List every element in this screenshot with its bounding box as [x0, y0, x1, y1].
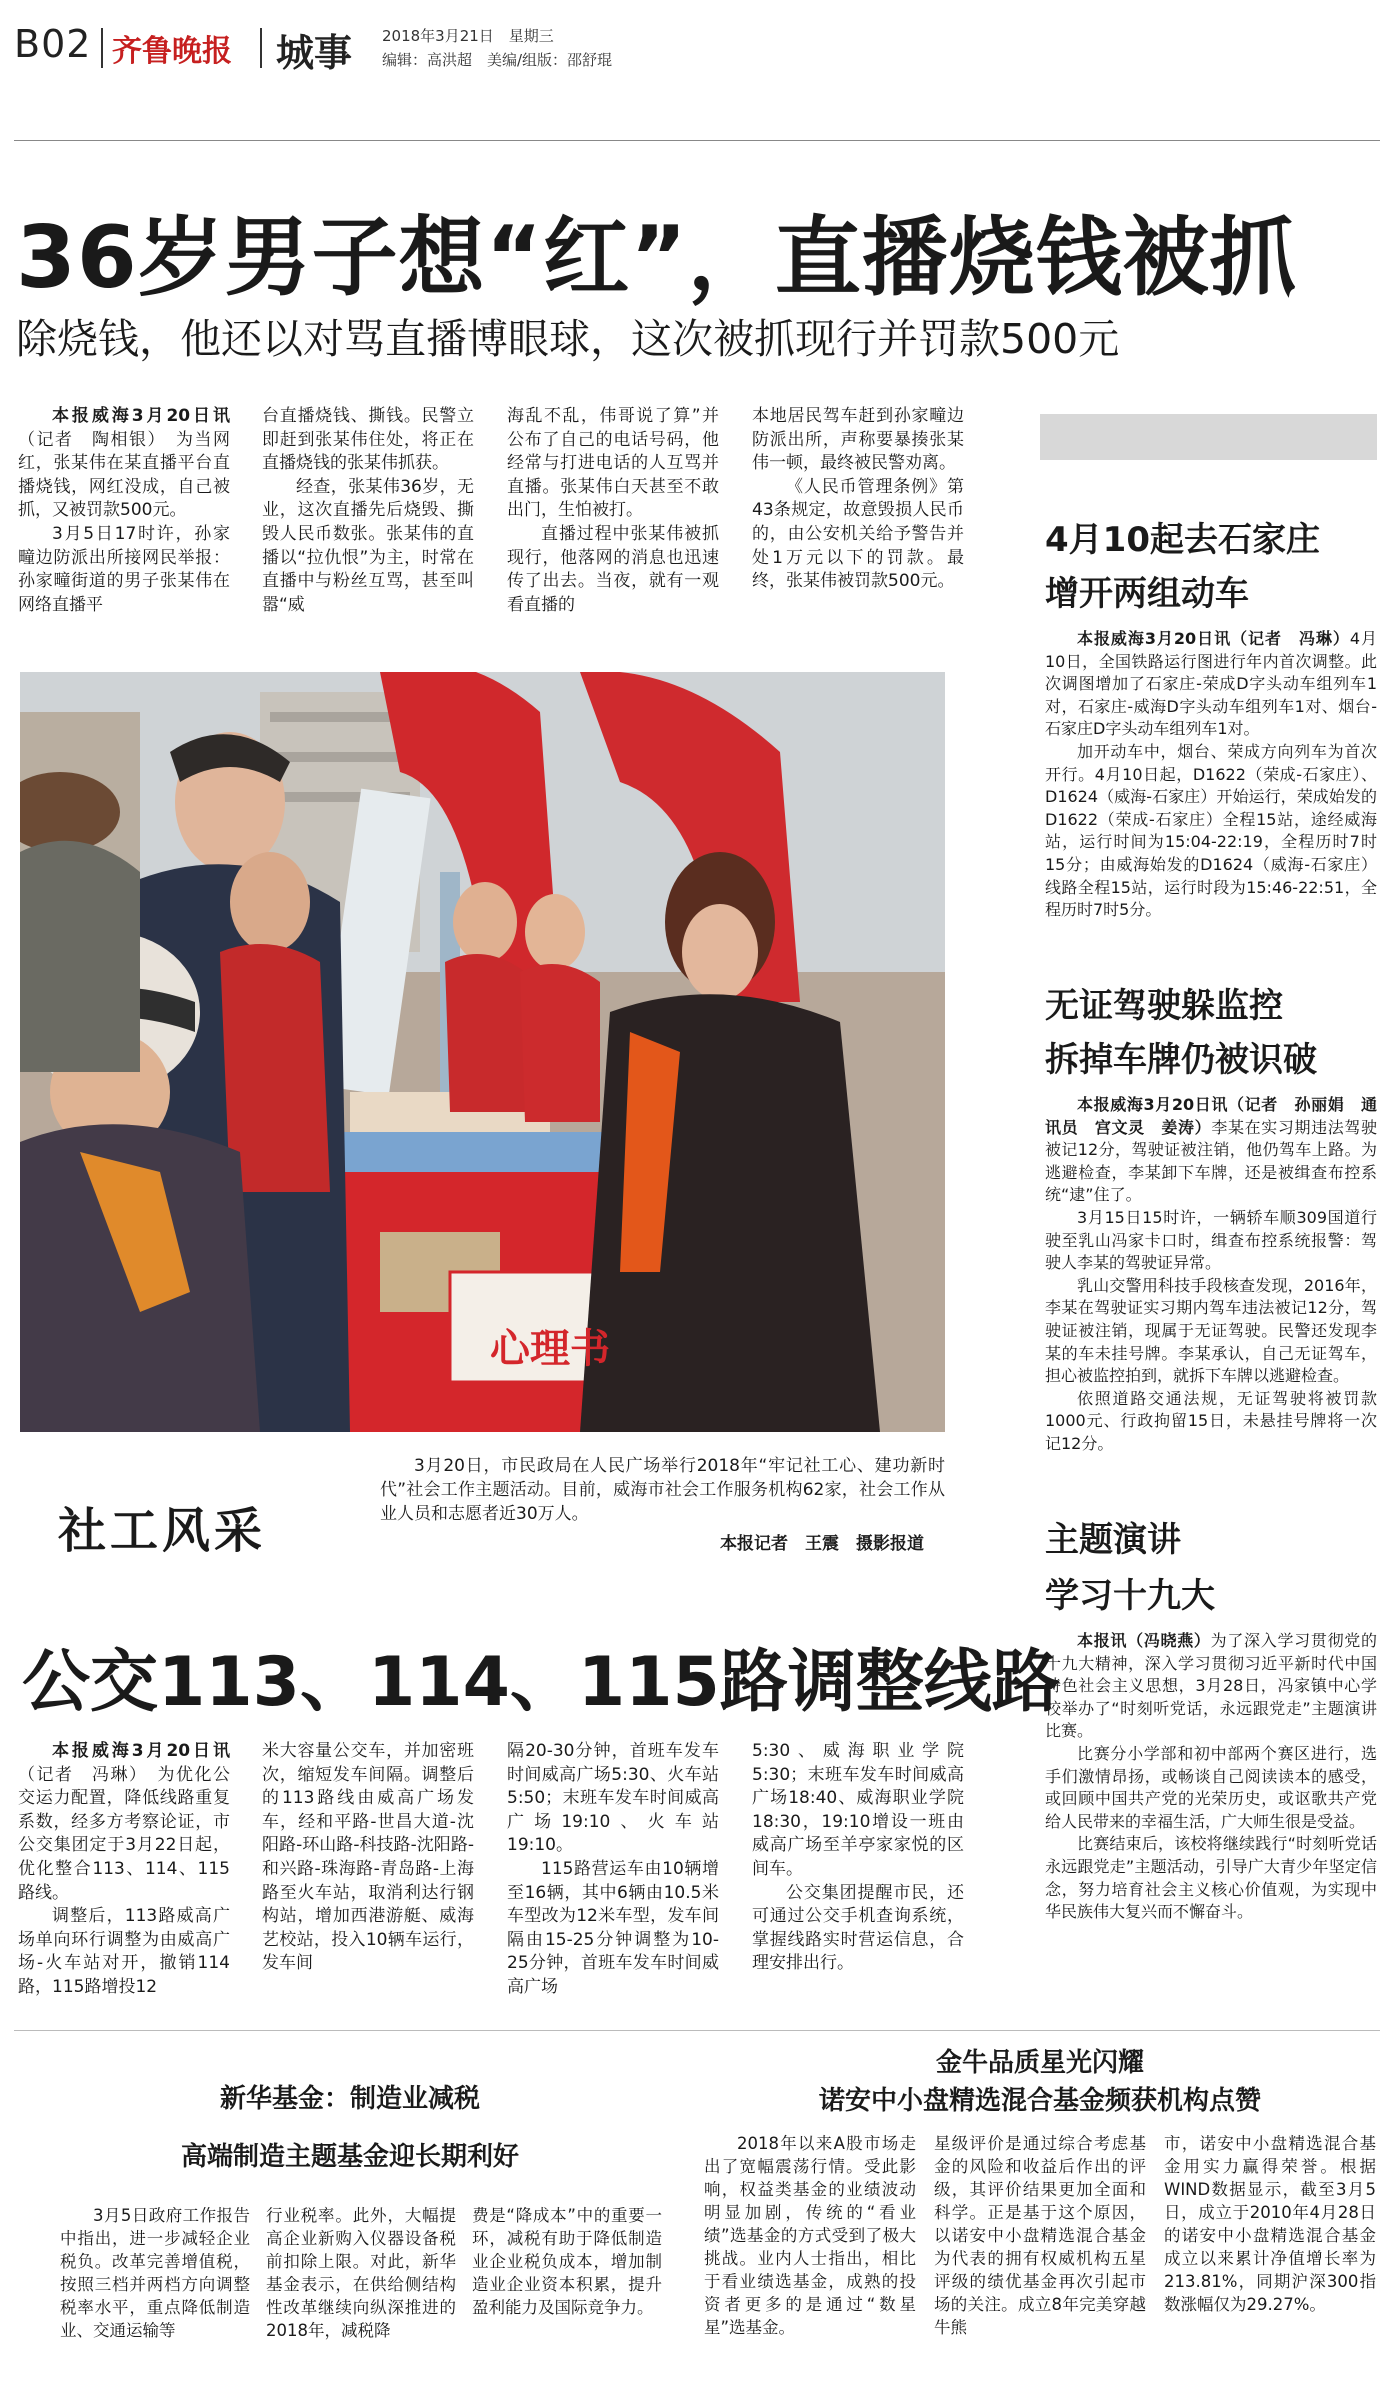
paragraph: 依照道路交通法规，无证驾驶将被罚款1000元、行政拘留15日，未悬挂号牌将一次记12分。 — [1045, 1388, 1377, 1453]
event-photo — [20, 672, 945, 1432]
bus-story-column-3 — [507, 1740, 719, 2000]
fund-left-column-3: 费是“降成本”中的重要一环，减税有助于降低制造业企业税负成本，增加制造业企业资本积累，提升盈利能力及国际竞争力。 — [472, 2206, 662, 2317]
bus-story-column-2 — [262, 1740, 474, 1976]
main-story-column-4 — [752, 405, 964, 594]
masthead-divider — [101, 28, 103, 68]
paragraph: 海乱不乱，伟哥说了算”并公布了自己的电话号码，他经常与打进电话的人互骂并直播。张某伟白天甚至不敢出门，生怕被打。 — [507, 406, 719, 521]
paragraph: 直播过程中张某伟被抓现行，他落网的消息也迅速传了出去。当夜，就有一观看直播的 — [507, 523, 719, 615]
fund-right-title: 金牛品质星光闪耀 — [935, 2048, 1144, 2078]
photo-credit: 本报记者 王震 摄影报道 — [720, 1534, 924, 1554]
bus-story-headline: 公交113、114、115路调整线路 — [22, 1643, 1060, 1722]
fund-section-rule — [14, 2030, 1380, 2031]
masthead-divider — [260, 28, 262, 68]
fund-right-column-3: 市，诺安中小盘精选混合基金用实力赢得荣誉。根据WIND数据显示，截至3月5日，成立于2010年4月28日的诺安中小盘精选混合基金成立以来累计净值增长率为213.81%，同期沪深300指数涨幅仅为29.27%。 — [1164, 2134, 1376, 2314]
event-photo-illustration — [20, 672, 945, 1432]
editor-credits: 编辑：高洪超 美编/组版：邵舒琨 — [382, 51, 613, 69]
sidebar-story2-title: 无证驾驶躲监控 — [1045, 986, 1283, 1026]
section-name: 城事 — [276, 31, 353, 75]
bus-story-column-4 — [752, 1740, 964, 1976]
photo-caption: 3月20日，市民政局在人民广场举行2018年“牢记社工心、建功新时代”社会工作主题活动。目前，威海市社会工作服务机构62家，社会工作从业人员和志愿者近30万人。 — [380, 1456, 945, 1524]
fund-left-subtitle: 高端制造主题基金迎长期利好 — [180, 2142, 519, 2172]
dateline: 本报讯（冯晓燕） — [1077, 1631, 1211, 1650]
paragraph: 公交集团提醒市民，还可通过公交手机查询系统，掌握线路实时营运信息，合理安排出行。 — [752, 1882, 964, 1974]
sidebar-story2-subtitle: 拆掉车牌仍被识破 — [1045, 1040, 1317, 1080]
sidebar-story1-subtitle: 增开两组动车 — [1045, 574, 1249, 614]
page-number: B02 — [14, 22, 92, 66]
sidebar-story1-body — [1045, 628, 1377, 922]
paragraph: 《人民币管理条例》第43条规定，故意毁损人民币的，由公安机关给予警告并处1万元以下的罚款。最终，张某伟被罚款500元。 — [752, 476, 964, 592]
fund-left-column-2: 行业税率。此外，大幅提高企业新购入仪器设备税前扣除上限。对此，新华基金表示，在供给侧结构性改革继续向纵深推进的2018年，减税降 — [266, 2206, 456, 2340]
paragraph: 李某在实习期违法驾驶被记12分，驾驶证被注销，他仍驾车上路。为逃避检查，李某卸下车牌，还是被缉查布控系统“逮”住了。 — [1045, 1117, 1377, 1205]
fund-left-column-1: 3月5日政府工作报告中指出，进一步减轻企业税负。改革完善增值税，按照三档并两档方向调整税率水平，重点降低制造业、交通运输等 — [60, 2206, 250, 2340]
paragraph: 为了深入学习贯彻党的十九大精神，深入学习贯彻习近平新时代中国特色社会主义思想，3月28日，冯家镇中心学校举办了“时刻听党话，永远跟党走”主题演讲比赛。 — [1045, 1631, 1377, 1741]
sidebar-story3-title: 主题演讲 — [1045, 1520, 1181, 1560]
issue-date: 2018年3月21日 星期三 — [382, 27, 554, 45]
paragraph: （记者 冯琳） 为优化公交运力配置，降低线路重复系数，经多方考察论证，市公交集团定于3月22日起，优化整合113、114、115路线。 — [18, 1764, 230, 1903]
sidebar-story3-body — [1045, 1630, 1394, 1924]
paragraph: 比赛分小学部和初中部两个赛区进行，选手们激情昂扬，或畅谈自己阅读读本的感受，或回顾中国共产党的光荣历史，或讴歌共产党给人民带来的幸福生活，广大师生很是受益。 — [1045, 1743, 1377, 1831]
photo-story-title: 社工风采 — [58, 1503, 267, 1559]
main-story-column-2 — [262, 405, 474, 617]
paragraph: 调整后，113路威高广场单向环行调整为由威高广场-火车站对开，撤销114路，115路增投12 — [18, 1906, 230, 1997]
main-story-column-1 — [18, 405, 230, 617]
booth-sign: 心理书 — [490, 1326, 610, 1372]
paragraph: 115路营运车由10辆增至16辆，其中6辆由10.5米车型改为12米车型，发车间隔由15-25分钟调整为10-25分钟，首班车发车时间威高广场 — [507, 1858, 719, 1997]
dateline: 本报威海3月20日讯 — [52, 1741, 230, 1761]
bus-story-column-1 — [18, 1740, 230, 2000]
paragraph: （记者 陶相银） 为当网红，张某伟在某直播平台直播烧钱，网红没成，自己被抓，又被罚款500元。 — [18, 429, 230, 521]
paragraph: 3月5日17时许，孙家疃边防派出所接网民举报：孙家疃街道的男子张某伟在网络直播平 — [18, 523, 230, 615]
paragraph: 隔20-30分钟，首班车发车时间威高广场5:30、火车站5:50；末班车发车时间威高广场19:10、火车站19:10。 — [507, 1741, 719, 1856]
paragraph: 台直播烧钱、撕钱。民警立即赶到张某伟住处，将正在直播烧钱的张某伟抓获。 — [262, 406, 474, 474]
main-story-column-3 — [507, 405, 719, 617]
fund-right-column-1: 2018年以来A股市场走出了宽幅震荡行情。受此影响，权益类基金的业绩波动明显加剧，传统的“看业绩”选基金的方式受到了极大挑战。业内人士指出，相比于看业绩选基金，成熟的投资者更多的是通过“数星星”选基金。 — [704, 2134, 916, 2337]
paragraph: 加开动车中，烟台、荣成方向列车为首次开行。4月10日起，D1622（荣成-石家庄）、D1624（威海-石家庄）开始运行，荣成始发的D1622（荣成-石家庄）全程15站，途经威海站，运行时间为15:04-22:19，全程历时7时15分；由威海始发的D1624（威海-石家庄）线路全程15站，运行时段为15:46-22:51，全程历时7时5分。 — [1045, 741, 1377, 920]
sidebar-story3-subtitle: 学习十九大 — [1045, 1576, 1215, 1616]
paragraph: 4月10日，全国铁路运行图进行年内首次调整。此次调图增加了石家庄-荣成D字头动车组列车1对，石家庄-威海D字头动车组列车1对、烟台-石家庄D字头动车组列车1对。 — [1045, 629, 1377, 739]
fund-right-subtitle: 诺安中小盘精选混合基金频获机构点赞 — [818, 2086, 1261, 2116]
paragraph: 3月15日15时许，一辆轿车顺309国道行驶至乳山冯家卡口时，缉查布控系统报警：驾驶人李某的驾驶证异常。 — [1045, 1207, 1377, 1273]
fund-left-title: 新华基金：制造业减税 — [219, 2084, 480, 2114]
dateline: 本报威海3月20日讯 — [52, 406, 230, 426]
sidebar-story1-title: 4月10起去石家庄 — [1045, 520, 1320, 560]
dateline: 本报威海3月20日讯（记者 孙丽娟 通讯员 宫文灵 姜涛） — [1045, 1095, 1377, 1137]
main-subheadline: 除烧钱，他还以对骂直播博眼球，这次被抓现行并罚款500元 — [16, 315, 1120, 363]
paragraph: 比赛结束后，该校将继续践行“时刻听党话 永远跟党走”主题活动，引导广大青少年坚定信念，努力培育社会主义核心价值观，为实现中华民族伟大复兴而不懈奋斗。 — [1045, 1834, 1394, 1922]
main-headline: 36岁男子想“红”，直播烧钱被抓 — [16, 208, 1297, 308]
paragraph: 乳山交警用科技手段核查发现，2016年，李某在驾驶证实习期内驾车违法被记12分，驾驶证被注销，现属于无证驾驶。民警还发现李某的车未挂号牌。李某承认，自己无证驾车，担心被监控拍到，就拆下车牌以逃避检查。 — [1045, 1275, 1377, 1386]
paragraph: 5:30、威海职业学院5:30；末班车发车时间威高广场18:40、威海职业学院18:30，19:10增设一班由威高广场至羊亭家家悦的区间车。 — [752, 1741, 964, 1879]
paragraph: 本地居民驾车赶到孙家疃边防派出所，声称要暴揍张某伟一顿，最终被民警劝离。 — [752, 406, 964, 474]
masthead-rule — [14, 140, 1380, 141]
sidebar-header-bar — [1040, 414, 1377, 460]
dateline: 本报威海3月20日讯（记者 冯琳） — [1077, 629, 1350, 648]
fund-right-column-2: 星级评价是通过综合考虑基金的风险和收益后作出的评级，其评价结果更加全面和科学。正是基于这个原因，以诺安中小盘精选混合基金为代表的拥有权威机构五星评级的绩优基金再次引起市场的关注。成立8年完美穿越牛熊 — [934, 2134, 1146, 2337]
sidebar-story2-body — [1045, 1094, 1377, 1456]
paragraph: 经查，张某伟36岁，无业，这次直播先后烧毁、撕毁人民币数张。张某伟的直播以“拉仇恨”为主，时常在直播中与粉丝互骂，甚至叫嚣“威 — [262, 476, 474, 615]
newspaper-logo: 齐鲁晚报 — [112, 34, 232, 69]
paragraph: 米大容量公交车，并加密班次，缩短发车间隔。调整后的113路线由威高广场发车，经和平路-世昌大道-沈阳路-环山路-科技路-沈阳路-和兴路-珠海路-青岛路-上海路至火车站，取消利达行钢构站，增加西港游艇、威海艺校站，投入10辆车运行，发车间 — [262, 1741, 474, 1974]
